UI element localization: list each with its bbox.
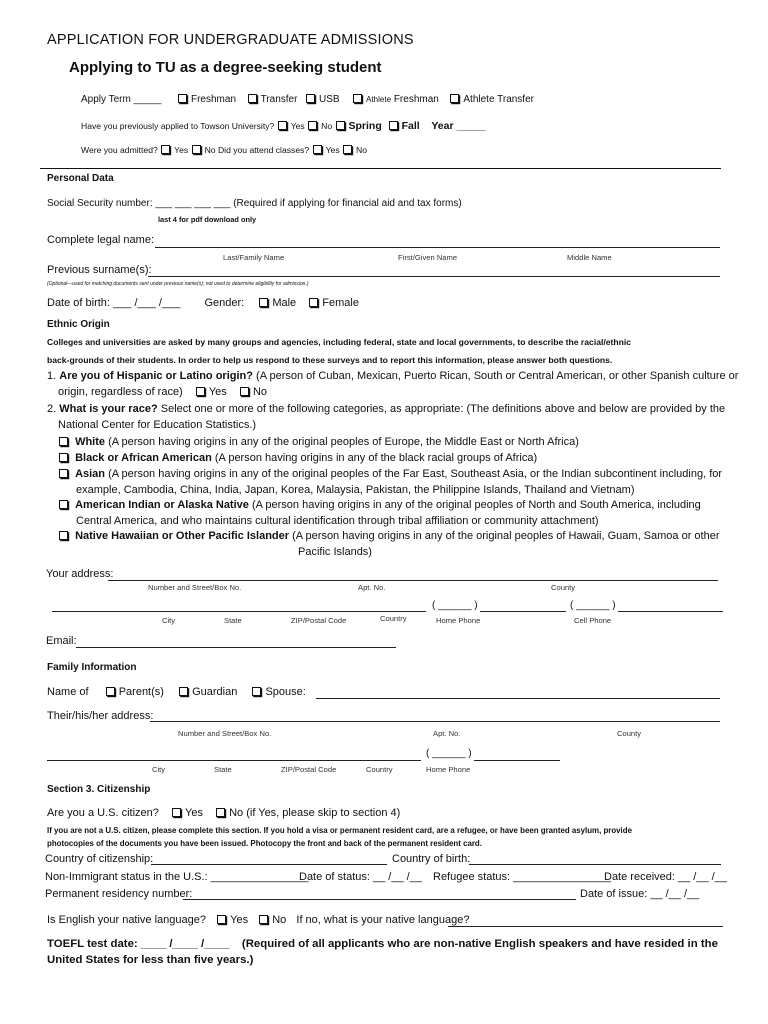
citizenship-heading: Section 3. Citizenship [47,784,151,795]
race-black-desc: (A person having origins in any of the black racial groups of Africa) [214,452,538,464]
english-no-checkbox[interactable] [259,915,268,924]
prev-applied-no-checkbox[interactable] [308,121,317,130]
athlete-transfer-label: Athlete Transfer [463,94,534,105]
home-phone-field[interactable] [480,611,566,612]
race-asian-desc: (A person having origins in any of the original peoples of the Far East, Southeast Asia, or the Indian subcontinent including, for [108,468,723,480]
previous-surname-label: Previous surname(s): [47,264,152,276]
apply-term-row [81,94,534,105]
form-title: APPLICATION FOR UNDERGRADUATE ADMISSIONS [47,32,414,48]
year-field[interactable]: Year _____ [431,120,486,132]
attend-classes-label: Did you attend classes? [217,145,310,155]
date-received[interactable]: Date received: __ /__ /__ [604,871,727,883]
athlete-freshman-checkbox[interactable] [353,94,362,103]
race-nh-desc: (A person having origins in any of the original peoples of Hawaii, Guam, Samoa or other [292,530,720,542]
citizen-yes-label: Yes [185,807,203,819]
family-caption-home-phone: Home Phone [426,765,471,774]
family-info-heading: Family Information [47,662,137,673]
country-citizenship-label: Country of citizenship: [45,853,154,865]
country-citizenship-field[interactable] [151,864,387,865]
family-street-field[interactable] [150,721,720,722]
cell-phone-field[interactable] [618,611,723,612]
admitted-row [81,145,367,155]
section-divider [40,168,721,169]
permanent-residency-field[interactable] [183,899,576,900]
admitted-no-checkbox[interactable] [192,145,201,154]
spring-label: Spring [348,120,382,132]
caption-apt: Apt. No. [358,583,386,592]
family-caption-country: Country [366,765,393,774]
apply-term-label: Apply Term _____ [81,94,162,105]
toefl-requirement-cont: United States for less than five years.) [47,954,254,966]
date-of-status[interactable]: Date of status: __ /__ /__ [299,871,422,883]
race-amind-desc: (A person having origins in any of the original peoples of North and South America, including [251,499,701,511]
race-nh-label: Native Hawaiian or Other Pacific Islander [75,530,290,542]
athlete-transfer-checkbox[interactable] [450,94,459,103]
family-phone-field[interactable] [474,760,560,761]
were-admitted-label: Were you admitted? [81,145,158,155]
female-label: Female [322,297,359,309]
your-address-label: Your address: [46,568,114,580]
ethnic-intro-line2: back-grounds of their students. In order to help us respond to these surveys and to report this information, please answer both questions. [47,355,613,365]
male-label: Male [272,297,297,309]
citizen-yes-checkbox[interactable] [172,808,181,817]
toefl-date-field[interactable]: TOEFL test date: ____ /____ /____ [47,938,230,950]
previously-applied-label: Have you previously applied to Towson University? [81,121,275,131]
toefl-requirement: (Required of all applicants who are non-native English speakers and have resided in the [241,938,718,950]
race-asian-desc-cont: example, Cambodia, China, India, Japan, Korea, Malaysia, Pakistan, the Philippine Islands, Thailand and Vietnam) [76,484,635,496]
race-asian-checkbox[interactable] [59,469,68,478]
form-subtitle: Applying to TU as a degree-seeking student [69,59,382,76]
transfer-label: Transfer [260,94,298,105]
race-black-checkbox[interactable] [59,453,68,462]
english-native-row [47,914,469,926]
citizenship-note-line2: photocopies of the documents you have been issued. Photocopy the front and back of the permanent resident card. [47,839,482,848]
admitted-yes-label: Yes [174,145,189,155]
refugee-status[interactable]: Refugee status: ________________ [433,871,611,883]
us-citizen-row [47,807,400,819]
freshman-checkbox[interactable] [178,94,187,103]
admitted-no-label: No [204,145,216,155]
ssn-label: Social Security number: ___ ___ ___ ___ (Required if applying for financial aid and tax forms) [47,198,462,209]
attend-no-label: No [356,145,368,155]
race-black-label: Black or African American [75,452,212,464]
q2-question: What is your race? [59,403,158,415]
hispanic-yes-label: Yes [208,386,227,398]
spring-checkbox[interactable] [336,121,345,130]
caption-first-name: First/Given Name [398,253,458,262]
citizen-skip-note: (if Yes, please skip to section 4) [246,807,401,819]
prev-no-label: No [321,121,333,131]
hispanic-no-label: No [252,386,267,398]
citizenship-note-line1: If you are not a U.S. citizen, please complete this section. If you hold a visa or permanent resident card, are a refugee, or have been granted asylum, provide [47,826,632,835]
race-nh-desc-cont: Pacific Islands) [298,546,372,558]
athlete-freshman-label: Freshman [393,94,439,105]
family-name-row [47,686,306,698]
question-hispanic-cont [58,386,267,398]
ssn-note: last 4 for pdf download only [158,215,257,224]
q2-description: Select one or more of the following categories, as appropriate: (The definitions above and below are provided by the [160,403,726,415]
guardian-checkbox[interactable] [179,687,188,696]
guardian-label: Guardian [192,686,238,698]
question-hispanic [47,370,738,382]
email-label: Email: [46,635,77,647]
address-city-field[interactable] [52,611,426,612]
race-amind-desc-cont: Central America, and who maintains cultural identification through tribal affiliation or community attachment) [76,515,599,527]
legal-name-field[interactable] [155,247,720,248]
ethnic-origin-heading: Ethnic Origin [47,319,110,330]
family-name-field[interactable] [316,698,720,699]
us-citizen-question: Are you a U.S. citizen? [47,807,159,819]
caption-city: City [162,616,176,625]
q2-number: 2. [47,403,57,415]
usb-checkbox[interactable] [306,94,315,103]
fall-checkbox[interactable] [389,121,398,130]
english-yes-checkbox[interactable] [217,915,226,924]
name-of-label: Name of [47,686,89,698]
caption-county: County [551,583,576,592]
country-birth-field[interactable] [469,864,721,865]
citizen-no-label: No [229,807,244,819]
race-nh-row [58,530,720,542]
previous-surname-field[interactable] [148,276,720,277]
caption-zip: ZIP/Postal Code [291,616,347,625]
native-language-label: If no, what is your native language? [296,914,470,926]
attend-no-checkbox[interactable] [343,145,352,154]
spouse-label: Spouse: [265,686,306,698]
permanent-residency-label: Permanent residency number: [45,888,193,900]
parents-label: Parent(s) [118,686,164,698]
ethnic-intro-line1: Colleges and universities are asked by many groups and agencies, including federal, state and local governments, to describe the racial/ethnic [47,337,632,347]
race-amind-checkbox[interactable] [59,500,68,509]
previously-applied-row [81,120,486,132]
country-birth-label: Country of birth: [392,853,471,865]
spouse-checkbox[interactable] [252,687,261,696]
home-phone-area[interactable]: ( ______ ) [432,600,478,611]
race-asian-label: Asian [75,468,106,480]
gender-label: Gender: [204,297,245,309]
usb-label: USB [319,94,340,105]
transfer-checkbox[interactable] [248,94,257,103]
q1-description-cont: origin, regardless of race) [58,386,183,398]
parents-checkbox[interactable] [106,687,115,696]
caption-home-phone: Home Phone [436,616,481,625]
previous-surname-note: (Optional—used for matching documents sent under previous name(s); not used to determine eligibility for admission.) [47,281,309,287]
personal-data-heading: Personal Data [47,173,114,184]
freshman-label: Freshman [190,94,236,105]
cell-phone-area[interactable]: ( ______ ) [570,600,616,611]
race-amind-label: American Indian or Alaska Native [75,499,249,511]
family-caption-county: County [617,729,642,738]
citizen-no-checkbox[interactable] [216,808,225,817]
english-native-question: Is English your native language? [47,914,206,926]
family-caption-zip: ZIP/Postal Code [281,765,337,774]
native-language-field[interactable] [448,926,723,927]
female-checkbox[interactable] [309,298,318,307]
date-of-issue[interactable]: Date of issue: __ /__ /__ [580,888,700,900]
hispanic-yes-checkbox[interactable] [196,387,205,396]
caption-last-name: Last/Family Name [223,253,285,262]
family-caption-street: Number and Street/Box No. [178,729,272,738]
question-race [47,403,725,415]
race-amind-row [58,499,701,511]
address-street-field[interactable] [108,580,718,581]
family-city-field[interactable] [47,760,421,761]
race-white-desc: (A person having origins in any of the original peoples of Europe, the Middle East or North Africa) [108,436,579,448]
family-phone-area[interactable]: ( ______ ) [426,748,472,759]
family-caption-state: State [214,765,232,774]
english-yes-label: Yes [230,914,249,926]
their-address-label: Their/his/her address: [47,710,154,722]
family-caption-city: City [152,765,166,774]
admitted-yes-checkbox[interactable] [161,145,170,154]
hispanic-no-checkbox[interactable] [240,387,249,396]
caption-country: Country [380,614,407,623]
race-white-label: White [75,436,106,448]
email-field[interactable] [76,647,396,648]
athlete-small-label: Athlete [366,95,392,104]
attend-yes-label: Yes [325,145,340,155]
toefl-row [47,938,718,950]
attend-yes-checkbox[interactable] [313,145,322,154]
q1-description: (A person of Cuban, Mexican, Puerto Rican, South or Central American, or other Spanish culture or [256,370,739,382]
caption-cell-phone: Cell Phone [574,616,612,625]
race-white-checkbox[interactable] [59,437,68,446]
dob-row [47,297,359,309]
caption-middle-name: Middle Name [567,253,612,262]
nonimmigrant-status[interactable]: Non-Immigrant status in the U.S.: ________________ [45,871,309,883]
family-caption-apt: Apt. No. [433,729,461,738]
legal-name-label: Complete legal name: [47,234,155,246]
race-nh-checkbox[interactable] [59,531,68,540]
english-no-label: No [272,914,287,926]
caption-street: Number and Street/Box No. [148,583,242,592]
race-white-row [58,436,579,448]
race-asian-row [58,468,722,480]
male-checkbox[interactable] [259,298,268,307]
q1-number: 1. [47,370,57,382]
fall-label: Fall [401,120,420,132]
dob-field[interactable]: Date of birth: ___ /___ /___ [47,297,181,309]
race-black-row [58,452,537,464]
prev-applied-yes-checkbox[interactable] [278,121,287,130]
caption-state: State [224,616,242,625]
prev-yes-label: Yes [290,121,305,131]
q1-question: Are you of Hispanic or Latino origin? [59,370,253,382]
q2-description-cont: National Center for Education Statistics.) [58,419,257,431]
